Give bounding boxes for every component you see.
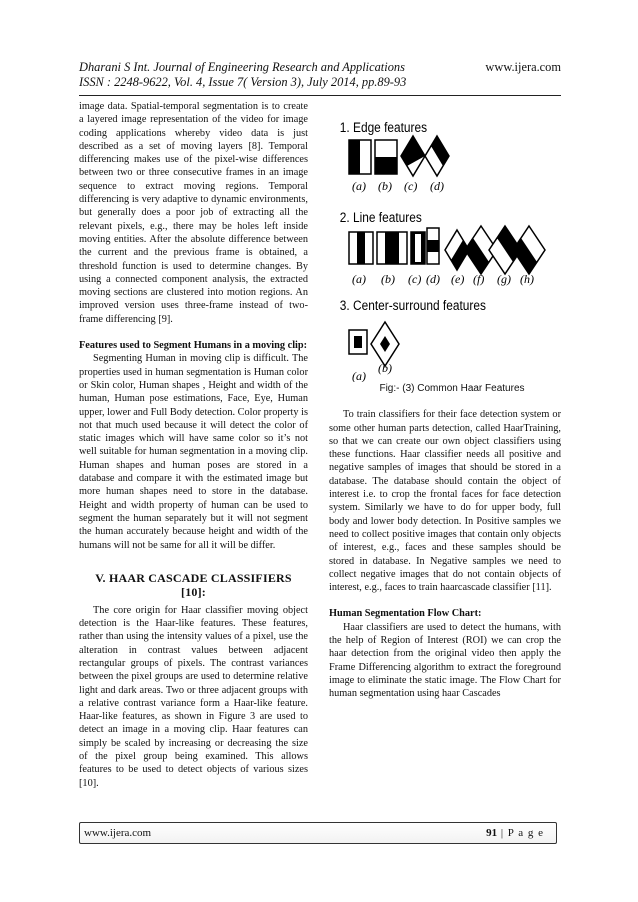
center-label-a: (a) [352, 369, 366, 382]
center-label-b: (b) [378, 361, 392, 375]
haar-features-drawing [333, 100, 561, 382]
haar-features-figure [333, 100, 561, 382]
line-label-b: (b) [381, 272, 395, 286]
section-reference: [10]: [181, 584, 206, 599]
edge-feature-c [401, 136, 425, 176]
line-label-a: (a) [352, 272, 366, 286]
line-label-e: (e) [451, 272, 465, 286]
spacer [79, 552, 308, 565]
line-feature-b [377, 232, 407, 264]
header-url-link[interactable]: www.ijera.com [485, 60, 561, 74]
section-heading-haar [79, 571, 308, 599]
spacer [329, 594, 561, 607]
center-features-title: 3. Center-surround features [339, 297, 486, 314]
page-footer [79, 822, 557, 844]
edge-label-a: (a) [352, 179, 366, 193]
page-number [486, 827, 544, 839]
section-title: V. HAAR CASCADE CLASSIFIERS [95, 570, 292, 585]
line-feature-d [427, 228, 439, 264]
line-feature-h [513, 226, 545, 274]
page-number-value: 91 [486, 827, 498, 839]
edge-features-title: 1. Edge features [339, 119, 428, 136]
running-header [79, 60, 561, 90]
right-column [329, 100, 561, 701]
center-feature-b [371, 322, 399, 366]
page-label: | P a g e [497, 827, 544, 839]
line-label-d: (d) [426, 272, 440, 286]
heading-flow-chart: Human Segmentation Flow Chart: [329, 608, 482, 620]
edge-feature-d [425, 136, 449, 176]
paragraph-haar-origin: The core origin for Haar classifier moving object detection is the Haar-like features. These features, rather than using the intensity values of a pixel, use the alteration in contrast values between adjacent rectangular groups of pixels. The contrast variances between the pixel groups are used to determine relative light and dark areas. Two or three adjacent groups with a relative contrast variance form a Haar-like feature. Haar-like features, as shown in Figure 3 are used to detect an image in a moving clip. Haar features can simply be scaled by increasing or decreasing the size of the pixel group being examined. This allows features to be used to detect objects of various sizes [10]. [79, 604, 308, 789]
paragraph-train-classifiers: To train classifiers for their face detection system or some other human parts detection, called HaarTraining, so that we can create our own object classifiers using these functions. Haar classifier needs all positive and negative samples of images that should be stored in a database. The database should contain the object of interest i.e. to crop the frontal faces for face detection system. Similarly we have to do for upper body, full body and lower body detection. In Positive samples we need to collect positive images that contain only objects of interest, e.g., faces and these samples should be stored in database. In Negative samples we need to collect negative images that do not contain objects of interest, e.g., faces to train haarcascade classifier [11]. [329, 409, 561, 594]
left-column [79, 100, 308, 790]
edge-label-d: (d) [430, 179, 444, 193]
center-feature-a [349, 330, 367, 354]
issn-line: ISSN : 2248-9622, Vol. 4, Issue 7( Version 3), July 2014, pp.89-93 [79, 75, 407, 89]
paragraph-temporal-differencing: image data. Spatial-temporal segmentation is to create a layered image representation of the video for image coding applications whereby video data is just described as a set of moving layers [8]. Temporal differencing makes use of the pixel-wise differences between two or three consecutive frames in an image sequence to extract moving regions. Temporal differencing is very adaptive to dynamic environments, but generally does a poor job of extracting all the relevant pixels, e.g., there may be holes left inside moving entities. After the absolute difference between the current and the previous frame is obtained, a threshold function is used to determine changes. By using a connected component analysis, the extracted moving sections are clustered into motion regions. An improved version uses three-frame instead of two-frame differencing [9]. [79, 101, 308, 325]
line-feature-c [411, 232, 425, 264]
footer-url-link[interactable]: www.ijera.com [84, 827, 152, 839]
header-divider [79, 95, 561, 96]
spacer [79, 326, 308, 339]
figure-caption: Fig:- (3) Common Haar Features [379, 383, 525, 394]
line-label-c: (c) [408, 272, 422, 286]
edge-label-c: (c) [404, 179, 418, 193]
edge-feature-a [349, 140, 371, 174]
line-label-h: (h) [520, 272, 534, 286]
line-label-f: (f) [473, 272, 485, 286]
edge-feature-b [375, 140, 397, 174]
line-label-g: (g) [497, 272, 511, 286]
paragraph-haar-roi: Haar classifiers are used to detect the humans, with the help of Region of Interest (ROI) we can crop the haar detection from the original video then apply the Frame Differencing algorithm to extract the foreground image to eliminate the static image. The Flow Chart for human segmentation using haar Cascades [329, 621, 561, 700]
line-feature-a [349, 232, 373, 264]
spacer [329, 395, 561, 408]
paragraph-segmenting-human: Segmenting Human in moving clip is difficult. The properties used in human segmentation is Human color or Skin color, Human shapes , Height and width of the human, Human pose estimations, Face, Eye, Human upper, lower and Full Body detection. Color property is not that much used because it will detect the color of static images which will have same color so it’s not well suitable for human segmentation in a moving clip. Human shapes and human poses are stored in a database and compare it with the estimated image but more human shapes need to store in the database. Height and width property of human can be used to segment the human separately but it will not segment the human accurately because height and width of the humans will not be same for all it will be differ. [79, 353, 308, 551]
heading-features-segment: Features used to Segment Humans in a moving clip: [79, 340, 308, 352]
journal-citation: Dharani S Int. Journal of Engineering Research and Applications [79, 60, 405, 74]
line-features-title: 2. Line features [339, 209, 422, 226]
edge-label-b: (b) [378, 179, 392, 193]
